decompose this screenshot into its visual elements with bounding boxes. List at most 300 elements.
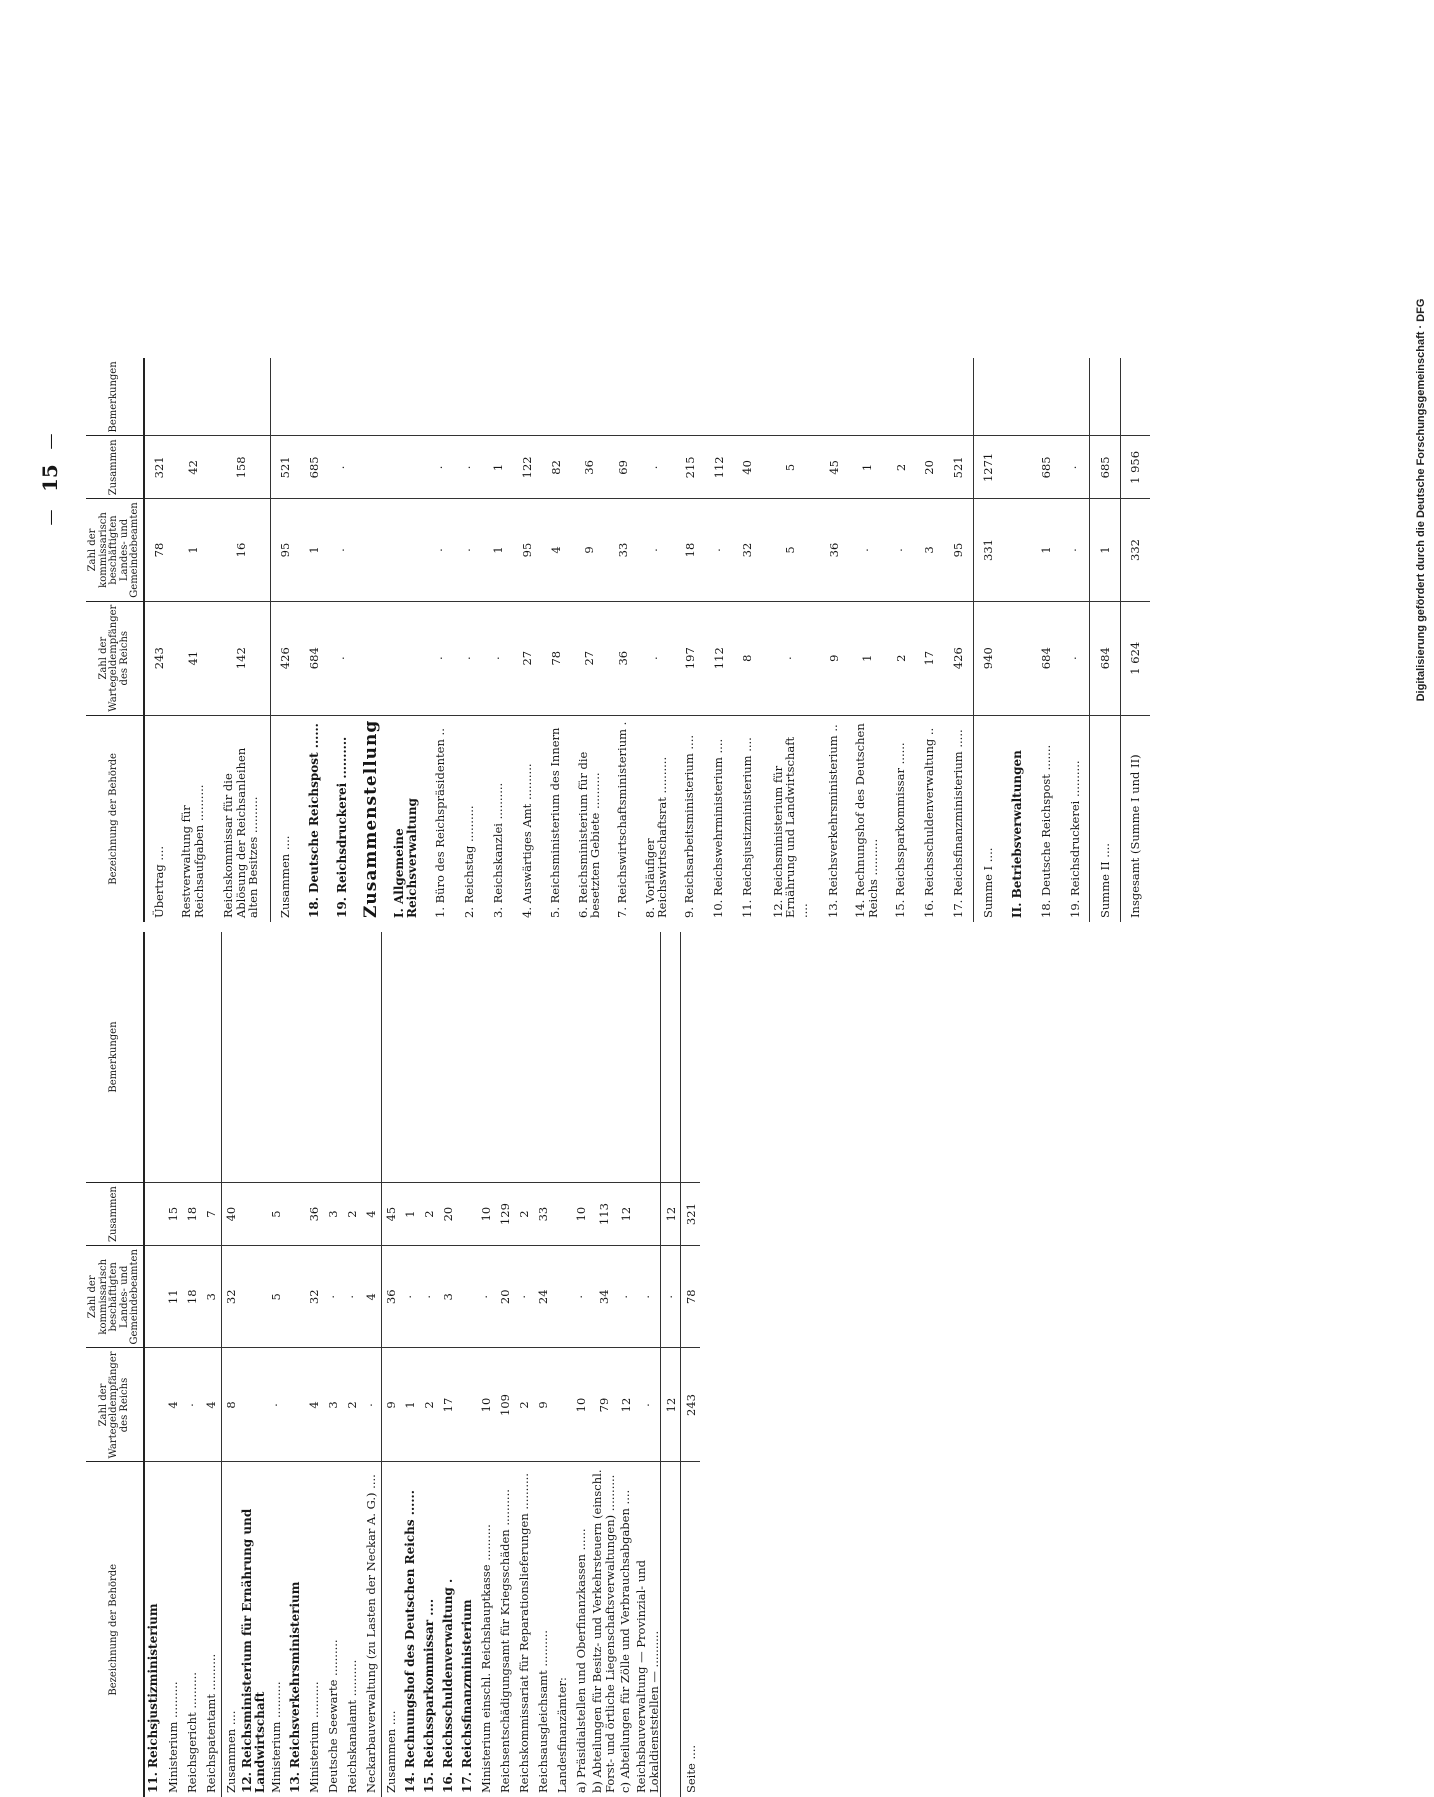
kommissarisch-value: 36	[819, 499, 848, 601]
table-row	[183, 932, 202, 1797]
zusammen-value: 36	[305, 1183, 324, 1246]
dfg-banner	[1408, 0, 1434, 1000]
zusammen-value: 2	[343, 1183, 362, 1246]
bemerkungen-cell	[362, 932, 382, 1183]
row-label: Reichsgericht ..........	[184, 1672, 199, 1793]
row-label: 3. Reichskanzlei ..........	[490, 782, 505, 918]
table-row	[819, 358, 848, 922]
row-label: 11. Reichsjustizministerium ....	[740, 737, 755, 918]
zusammen-value: 7	[202, 1183, 222, 1246]
kommissarisch-value: ·	[616, 1246, 635, 1348]
wartegeld-value	[241, 1348, 267, 1462]
row-label: 18. Deutsche Reichspost .......	[1038, 744, 1053, 918]
wartegeld-value: ·	[329, 601, 358, 715]
kommissarisch-value	[386, 499, 426, 601]
row-label: Summe I ....	[973, 715, 1003, 922]
kommissarisch-value: ·	[637, 499, 675, 601]
kommissarisch-value: 33	[608, 499, 637, 601]
zusammen-value: 45	[381, 1183, 401, 1246]
wartegeld-value: ·	[635, 1348, 661, 1462]
bemerkungen-cell	[420, 932, 439, 1183]
row-label: Zusammenstellung	[361, 719, 382, 918]
row-label: 1. Büro des Reichspräsidenten ..	[433, 728, 448, 918]
row-label: I. Allgemeine Reichsverwaltung	[391, 798, 420, 918]
row-label: 14. Rechnungshof des Deutschen Reichs ..........	[853, 723, 881, 918]
row-label: 15. Reichssparkommissar ......	[893, 742, 908, 918]
kommissarisch-value	[553, 1246, 572, 1348]
kommissarisch-value: ·	[1060, 499, 1090, 601]
wartegeld-value: 4	[202, 1348, 222, 1462]
bemerkungen-cell	[164, 932, 183, 1183]
bemerkungen-cell	[1003, 358, 1032, 436]
wartegeld-value: ·	[762, 601, 819, 715]
wartegeld-value: 1 624	[1120, 601, 1150, 715]
table-row	[1003, 358, 1032, 922]
zusammen-value: 40	[221, 1183, 241, 1246]
wartegeld-value: 9	[819, 601, 848, 715]
wartegeld-value: 9	[534, 1348, 553, 1462]
table-row	[534, 932, 553, 1797]
row-label: c) Abteilungen für Zölle und Verbrauchsabgaben ....	[618, 1489, 633, 1793]
wartegeld-value: 197	[675, 601, 704, 715]
kommissarisch-value: 331	[973, 499, 1003, 601]
kommissarisch-value: 95	[512, 499, 541, 601]
zusammen-value: 10	[477, 1183, 496, 1246]
row-label: 15. Reichssparkommissar ....	[421, 1598, 436, 1793]
header-wartegeld: Zahl der Wartegeldempfänger des Reichs	[86, 601, 144, 715]
zusammen-value	[357, 436, 386, 499]
wartegeld-value: 684	[1032, 601, 1061, 715]
kommissarisch-value: 95	[270, 499, 300, 601]
row-label: Neckarbauverwaltung (zu Lasten der Neckar A. G.) ....	[364, 1474, 379, 1793]
page-number: 15	[38, 464, 62, 492]
row-label: Ministerium ..........	[307, 1681, 322, 1793]
zusammen-value: 1	[484, 436, 513, 499]
wartegeld-value	[458, 1348, 477, 1462]
bemerkungen-cell	[221, 932, 241, 1183]
bemerkungen-cell	[848, 358, 886, 436]
header-wartegeld: Zahl der Wartegeldempfänger des Reichs	[86, 1348, 144, 1462]
wartegeld-value: 27	[570, 601, 608, 715]
table-row	[286, 932, 305, 1797]
wartegeld-value	[286, 1348, 305, 1462]
kommissarisch-value: 1	[484, 499, 513, 601]
wartegeld-value: 109	[496, 1348, 515, 1462]
table-row	[515, 932, 534, 1797]
zusammen-value: 321	[144, 436, 174, 499]
zusammen-value: 20	[439, 1183, 458, 1246]
kommissarisch-value	[357, 499, 386, 601]
left-table-region	[86, 932, 698, 1797]
row-label: Deutsche Seewarte ..........	[326, 1639, 341, 1793]
table-row	[458, 932, 477, 1797]
row-label: Landesfinanzämter:	[555, 1677, 570, 1793]
table-row	[144, 932, 164, 1797]
kommissarisch-value	[458, 1246, 477, 1348]
table-row	[637, 358, 675, 922]
bemerkungen-cell	[357, 358, 386, 436]
zusammen-value: 12	[661, 1183, 681, 1246]
bemerkungen-cell	[401, 932, 420, 1183]
zusammen-value: 122	[512, 436, 541, 499]
bemerkungen-cell	[174, 358, 212, 436]
row-label: Übertrag ....	[151, 846, 166, 918]
bemerkungen-cell	[144, 932, 164, 1183]
zusammen-value: 158	[212, 436, 270, 499]
zusammen-value: ·	[329, 436, 358, 499]
table-row	[362, 932, 382, 1797]
kommissarisch-value: 36	[381, 1246, 401, 1348]
row-label: Seite ....	[681, 1462, 701, 1797]
wartegeld-value: 79	[591, 1348, 616, 1462]
table-row	[553, 932, 572, 1797]
zusammen-value	[458, 1183, 477, 1246]
bemerkungen-cell	[675, 358, 704, 436]
row-label: a) Präsidialstellen und Oberfinanzkassen ......	[574, 1528, 589, 1793]
bemerkungen-cell	[512, 358, 541, 436]
zusammen-value: 521	[270, 436, 300, 499]
zusammen-value	[386, 436, 426, 499]
wartegeld-value: 17	[439, 1348, 458, 1462]
zusammen-value: 15	[164, 1183, 183, 1246]
bemerkungen-cell	[733, 358, 762, 436]
bemerkungen-cell	[819, 358, 848, 436]
bemerkungen-cell	[212, 358, 270, 436]
table-row	[241, 932, 267, 1797]
zusammen-value: 685	[1090, 436, 1120, 499]
row-label: 13. Reichsverkehrsministerium ..	[826, 724, 841, 918]
table-row	[733, 358, 762, 922]
zusammen-value: 5	[762, 436, 819, 499]
header-dash-left: —	[40, 433, 60, 450]
bemerkungen-cell	[973, 358, 1003, 436]
zusammen-value: ·	[1060, 436, 1090, 499]
kommissarisch-value: ·	[515, 1246, 534, 1348]
row-label: 16. Reichsschuldenverwaltung .	[440, 1578, 455, 1793]
bemerkungen-cell	[343, 932, 362, 1183]
dfg-banner-text: Digitalisierung gefördert durch die Deutsche Forschungsgemeinschaft · DFG	[1415, 298, 1427, 702]
zusammen-value	[1003, 436, 1032, 499]
table-row	[848, 358, 886, 922]
wartegeld-value: 2	[886, 601, 915, 715]
kommissarisch-value: 32	[733, 499, 762, 601]
bemerkungen-cell	[616, 932, 635, 1183]
wartegeld-value: 27	[512, 601, 541, 715]
wartegeld-value: 78	[541, 601, 570, 715]
kommissarisch-value: ·	[324, 1246, 343, 1348]
wartegeld-value: 426	[270, 601, 300, 715]
kommissarisch-value: 4	[541, 499, 570, 601]
zusammen-value: 42	[174, 436, 212, 499]
kommissarisch-value: 32	[305, 1246, 324, 1348]
wartegeld-value: 17	[915, 601, 944, 715]
wartegeld-value: 12	[661, 1348, 681, 1462]
wartegeld-value: 1	[848, 601, 886, 715]
wartegeld-value: ·	[362, 1348, 382, 1462]
wartegeld-value: 243	[681, 1348, 701, 1462]
wartegeld-value: 2	[343, 1348, 362, 1462]
table-row	[608, 358, 637, 922]
wartegeld-value: ·	[484, 601, 513, 715]
header-dash-right: —	[40, 509, 60, 526]
bemerkungen-cell	[1120, 358, 1150, 436]
bemerkungen-cell	[329, 358, 358, 436]
row-label: 17. Reichsfinanzministerium .....	[951, 729, 966, 918]
table-row	[357, 358, 386, 922]
row-label: Zusammen ....	[270, 715, 300, 922]
right-table-header	[86, 358, 144, 922]
kommissarisch-value: ·	[635, 1246, 661, 1348]
row-label: Ministerium ..........	[165, 1681, 180, 1793]
header-zusammen: Zusammen	[86, 436, 144, 499]
row-label: 6. Reichsministerium für die besetzten Gebiete ..........	[575, 751, 603, 918]
kommissarisch-value: 5	[267, 1246, 286, 1348]
wartegeld-value	[386, 601, 426, 715]
bemerkungen-cell	[202, 932, 222, 1183]
kommissarisch-value: 9	[570, 499, 608, 601]
row-label: Reichsbauverwaltung — Provinzial- und Lokaldienststellen — ..........	[634, 1559, 661, 1793]
zusammen-value: 1 956	[1120, 436, 1150, 499]
bemerkungen-cell	[1032, 358, 1061, 436]
wartegeld-value: 2	[420, 1348, 439, 1462]
row-label: 13. Reichsverkehrsministerium	[287, 1581, 302, 1793]
table-row	[675, 358, 704, 922]
kommissarisch-value: 1	[300, 499, 329, 601]
wartegeld-value: ·	[637, 601, 675, 715]
kommissarisch-value: 18	[675, 499, 704, 601]
table-row	[541, 358, 570, 922]
row-label: 4. Auswärtiges Amt ..........	[519, 763, 534, 918]
bemerkungen-cell	[426, 358, 455, 436]
kommissarisch-value: ·	[329, 499, 358, 601]
table-row	[1120, 358, 1150, 922]
bemerkungen-cell	[267, 932, 286, 1183]
bemerkungen-cell	[944, 358, 974, 436]
table-row	[496, 932, 515, 1797]
bemerkungen-cell	[144, 358, 174, 436]
zusammen-value: 3	[324, 1183, 343, 1246]
table-row	[300, 358, 329, 922]
wartegeld-value	[144, 1348, 164, 1462]
table-row	[570, 358, 608, 922]
header-bemerkungen: Bemerkungen	[86, 358, 144, 436]
zusammen-value: ·	[637, 436, 675, 499]
table-row	[512, 358, 541, 922]
table-row	[1090, 358, 1120, 922]
table-row	[455, 358, 484, 922]
zusammen-value	[286, 1183, 305, 1246]
left-table	[86, 932, 700, 1797]
table-row	[886, 358, 915, 922]
kommissarisch-value: ·	[704, 499, 733, 601]
wartegeld-value: ·	[1060, 601, 1090, 715]
kommissarisch-value: 3	[439, 1246, 458, 1348]
wartegeld-value: 426	[944, 601, 974, 715]
page-header	[38, 433, 62, 526]
kommissarisch-value: 4	[362, 1246, 382, 1348]
table-row	[270, 358, 300, 922]
kommissarisch-value: 1	[174, 499, 212, 601]
zusammen-value	[635, 1183, 661, 1246]
zusammen-value: 82	[541, 436, 570, 499]
kommissarisch-value: ·	[572, 1246, 591, 1348]
wartegeld-value: 4	[164, 1348, 183, 1462]
row-label: 5. Reichsministerium des Innern	[548, 727, 563, 918]
row-label: Reichskommissariat für Reparationslieferungen ..........	[517, 1473, 532, 1793]
header-kommissarisch: Zahl der kommissarisch beschäftigten Landes- und Gemeindebeamten	[86, 499, 144, 601]
row-label: 12. Reichsministerium für Ernährung und Landwirtschaft ....	[770, 736, 810, 918]
row-label: 7. Reichswirtschaftsministerium .	[615, 721, 630, 918]
right-table	[86, 358, 1150, 922]
wartegeld-value: 243	[144, 601, 174, 715]
zusammen-value: 36	[570, 436, 608, 499]
zusammen-value: 685	[300, 436, 329, 499]
wartegeld-value: 2	[515, 1348, 534, 1462]
wartegeld-value: 8	[733, 601, 762, 715]
right-table-region	[86, 361, 1150, 922]
table-row	[202, 932, 222, 1797]
table-row	[1032, 358, 1061, 922]
table-row	[164, 932, 183, 1797]
table-row	[305, 932, 324, 1797]
kommissarisch-value: 1	[1032, 499, 1061, 601]
table-row	[267, 932, 286, 1797]
bemerkungen-cell	[458, 932, 477, 1183]
table-row	[477, 932, 496, 1797]
kommissarisch-value: 3	[915, 499, 944, 601]
wartegeld-value: ·	[455, 601, 484, 715]
row-label: 2. Reichstag ..........	[461, 805, 476, 918]
table-row	[591, 932, 616, 1797]
bemerkungen-cell	[635, 932, 661, 1183]
row-label: Reichsentschädigungsamt für Kriegsschäden ..........	[498, 1489, 513, 1793]
header-behoerde: Bezeichnung der Behörde	[86, 715, 144, 922]
table-row	[915, 358, 944, 922]
kommissarisch-value: 16	[212, 499, 270, 601]
kommissarisch-value: 32	[221, 1246, 241, 1348]
row-label: 16. Reichsschuldenverwaltung ..	[922, 727, 937, 918]
row-label: Restverwaltung für Reichsaufgaben ..........	[179, 784, 206, 918]
bemerkungen-cell	[455, 358, 484, 436]
zusammen-value: 20	[915, 436, 944, 499]
kommissarisch-value: 78	[681, 1246, 701, 1348]
table-row	[144, 358, 174, 922]
row-label: II. Betriebsverwaltungen	[1009, 750, 1024, 918]
zusammen-value: 12	[616, 1183, 635, 1246]
wartegeld-value: ·	[183, 1348, 202, 1462]
zusammen-value: 45	[819, 436, 848, 499]
row-label: 17. Reichsfinanzministerium	[459, 1599, 474, 1793]
left-table-header	[86, 932, 144, 1797]
kommissarisch-value: ·	[426, 499, 455, 601]
kommissarisch-value: 1	[1090, 499, 1120, 601]
kommissarisch-value	[144, 1246, 164, 1348]
row-label: Reichskommissar für die Ablösung der Reichsanleihen alten Besitzes ..........	[220, 747, 261, 918]
zusammen-value: ·	[426, 436, 455, 499]
bemerkungen-cell	[608, 358, 637, 436]
bemerkungen-cell	[305, 932, 324, 1183]
wartegeld-value: 4	[305, 1348, 324, 1462]
kommissarisch-value	[1003, 499, 1032, 601]
zusammen-value: 521	[944, 436, 974, 499]
bemerkungen-cell	[637, 358, 675, 436]
header-behoerde: Bezeichnung der Behörde	[86, 1462, 144, 1797]
wartegeld-value	[553, 1348, 572, 1462]
kommissarisch-value: 18	[183, 1246, 202, 1348]
kommissarisch-value: 34	[591, 1246, 616, 1348]
kommissarisch-value: ·	[455, 499, 484, 601]
table-row	[635, 932, 661, 1797]
zusammen-value: 40	[733, 436, 762, 499]
kommissarisch-value: 20	[496, 1246, 515, 1348]
kommissarisch-value: ·	[848, 499, 886, 601]
table-row	[616, 932, 635, 1797]
header-bemerkungen: Bemerkungen	[86, 932, 144, 1183]
row-label: Zusammen ....	[381, 1462, 401, 1797]
wartegeld-value: 36	[608, 601, 637, 715]
wartegeld-value: 1	[401, 1348, 420, 1462]
table-row	[1060, 358, 1090, 922]
row-label: 10. Reichswehrministerium ....	[711, 738, 726, 918]
wartegeld-value: 684	[1090, 601, 1120, 715]
zusammen-value: 685	[1032, 436, 1061, 499]
kommissarisch-value: 5	[762, 499, 819, 601]
zusammen-value: 10	[572, 1183, 591, 1246]
zusammen-value: 1	[401, 1183, 420, 1246]
table-row	[704, 358, 733, 922]
bemerkungen-cell	[591, 932, 616, 1183]
wartegeld-value: 9	[381, 1348, 401, 1462]
zusammen-value: 18	[183, 1183, 202, 1246]
wartegeld-value: 684	[300, 601, 329, 715]
kommissarisch-value: 332	[1120, 499, 1150, 601]
zusammen-value: 4	[362, 1183, 382, 1246]
row-label: 14. Rechnungshof des Deutschen Reichs ......	[402, 1490, 417, 1793]
zusammen-value	[553, 1183, 572, 1246]
table-row	[329, 358, 358, 922]
bemerkungen-cell	[886, 358, 915, 436]
bemerkungen-cell	[300, 358, 329, 436]
row-label: b) Abteilungen für Besitz- und Verkehrsteuern (einschl. Forst- und örtliche Liegenschaftsverwaltungen) ..........	[589, 1469, 617, 1793]
kommissarisch-value: 3	[202, 1246, 222, 1348]
bemerkungen-cell	[324, 932, 343, 1183]
kommissarisch-value	[241, 1246, 267, 1348]
table-row	[420, 932, 439, 1797]
wartegeld-value: 10	[477, 1348, 496, 1462]
bemerkungen-cell	[241, 932, 267, 1183]
wartegeld-value: 3	[324, 1348, 343, 1462]
bemerkungen-cell	[534, 932, 553, 1183]
row-label: Summe II ....	[1090, 715, 1120, 922]
zusammen-value: 112	[704, 436, 733, 499]
zusammen-value: 215	[675, 436, 704, 499]
zusammen-value	[144, 1183, 164, 1246]
zusammen-value: 129	[496, 1183, 515, 1246]
table-row	[212, 358, 270, 922]
row-label: 19. Reichsdruckerei ..........	[1067, 760, 1082, 918]
kommissarisch-value: ·	[420, 1246, 439, 1348]
zusammen-value: 2	[515, 1183, 534, 1246]
header-zusammen: Zusammen	[86, 1183, 144, 1246]
row-label	[661, 1462, 681, 1797]
kommissarisch-value: ·	[886, 499, 915, 601]
table-row	[343, 932, 362, 1797]
wartegeld-value	[1003, 601, 1032, 715]
wartegeld-value	[357, 601, 386, 715]
wartegeld-value: 8	[221, 1348, 241, 1462]
row-label: 9. Reichsarbeitsministerium ....	[682, 734, 697, 918]
bemerkungen-cell	[439, 932, 458, 1183]
